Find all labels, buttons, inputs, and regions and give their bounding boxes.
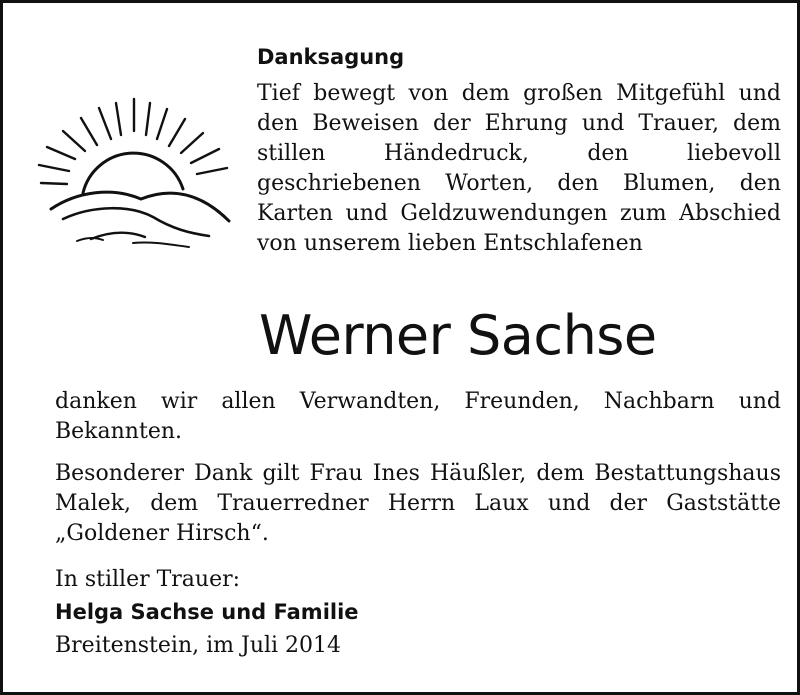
notice-heading: Danksagung: [257, 45, 405, 69]
mourning-label: In stiller Trauer:: [55, 567, 241, 592]
intro-paragraph: Tief bewegt von dem großen Mitgefühl und den Beweisen der Ehrung und Trauer, dem stillen Händedruck, den liebevoll geschriebenen Worten, den Blumen, den Karten und Geldzuwendungen zum Abschied von unserem lieben Entschlafenen: [257, 81, 781, 256]
deceased-name: Werner Sachse: [259, 304, 657, 367]
special-thanks-paragraph: Besonderer Dank gilt Frau Ines Häußler, dem Bestattungshaus Malek, dem Trauerredner Herrn Laux und der Gaststätte „Goldener Hirsch“.: [55, 461, 781, 546]
place-date: Breitenstein, im Juli 2014: [55, 633, 342, 658]
closing-block: [55, 563, 359, 662]
thanks-paragraph: danken wir allen Verwandten, Freunden, Nachbarn und Bekannten.: [55, 389, 781, 444]
family-signature: Helga Sachse und Familie: [55, 600, 359, 624]
sunset-over-hills-icon: [33, 91, 233, 261]
